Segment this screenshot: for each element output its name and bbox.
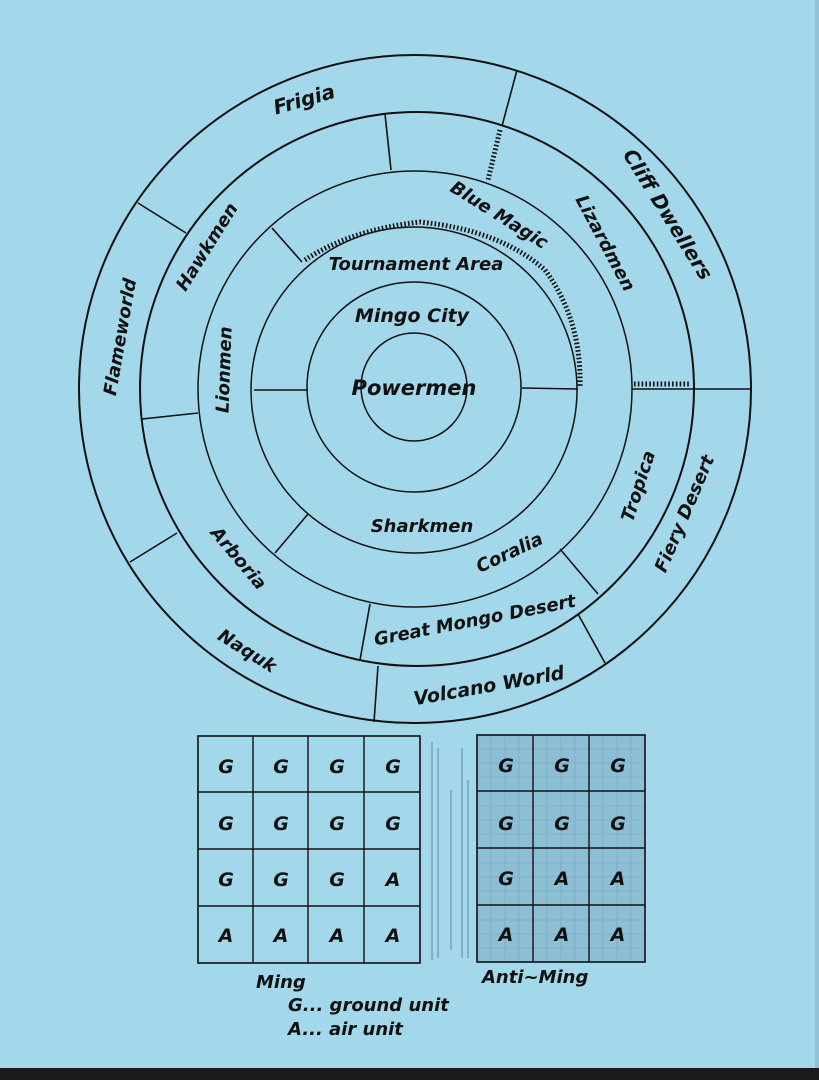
region-lizardmen: Lizardmen [570,191,639,296]
region-coralia: Coralia [473,528,547,578]
anti-ming-unit-cell: G [554,755,570,777]
region-mingo-city: Mingo City [354,305,470,327]
ming-unit-cell: A [218,925,234,947]
divider-desert-arboria [360,604,370,660]
region-tropica: Tropica [617,448,661,525]
ming-unit-cell: G [218,756,234,778]
region-lionmen: Lionmen [212,326,237,414]
anti-ming-unit-cell: G [610,813,626,835]
divider-lionmen-bluemagic [272,228,302,262]
region-flameworld: Flameworld [99,276,142,398]
anti-ming-unit-cell: A [554,868,570,890]
region-frigia: Frigia [270,79,338,120]
divider-naquk-flame [130,533,177,562]
ming-unit-cell: G [385,813,401,835]
divider-flame-frigia [138,203,186,233]
anti-ming-unit-cell: A [610,924,626,946]
region-blue-magic: Blue Magic [446,177,552,254]
ming-unit-cell: A [273,925,289,947]
ming-unit-cell: A [385,925,401,947]
region-hawkmen: Hawkmen [172,199,243,295]
region-powermen: Powermen [351,376,477,400]
region-sharkmen: Sharkmen [370,516,474,537]
ming-unit-cell: G [385,756,401,778]
ming-unit-cell: A [385,869,401,891]
ming-grid [198,736,420,963]
ming-unit-cell: G [329,813,345,835]
anti-ming-unit-cell: G [498,755,514,777]
anti-ming-unit-cell: A [554,924,570,946]
divider-frigia-cliff [502,70,517,126]
divider-tropica-coralia [560,549,598,594]
region-naquk: Naquk [213,625,280,678]
anti-ming-unit-cell: A [498,924,514,946]
legend-ground-unit: G... ground unit [288,995,449,1016]
ming-label: Ming [256,972,306,993]
ming-unit-cell: G [273,756,289,778]
ming-unit-cell: G [218,869,234,891]
ming-unit-cell: A [329,925,345,947]
anti-ming-unit-cell: G [498,813,514,835]
divider-hawk-frigia-edge [385,114,391,170]
divider-hawk-arboria [142,413,198,419]
ming-unit-cell: G [329,869,345,891]
region-tournament-area: Tournament Area [328,254,504,275]
ming-unit-cell: G [218,813,234,835]
ming-unit-cell: G [273,813,289,835]
ming-unit-cell: G [273,869,289,891]
anti-ming-unit-cell: G [498,868,514,890]
region-arboria: Arboria [205,522,271,595]
anti-ming-unit-cell: G [554,813,570,835]
anti-ming-label: Anti~Ming [482,967,589,988]
region-cliff-dwellers: Cliff Dwellers [618,144,718,285]
divider-volcano-naquk [374,666,378,722]
divider-fiery-volcano [578,614,605,663]
anti-ming-unit-cell: G [610,755,626,777]
region-great-mongo-desert: Great Mongo Desert [372,590,578,651]
divider-lionmen-sharkmen-bottom [275,514,308,553]
region-volcano-world: Volcano World [411,662,567,711]
anti-ming-grid [477,735,645,962]
grid-separator-marks [432,742,468,960]
ming-unit-cell: G [329,756,345,778]
legend-air-unit: A... air unit [288,1019,403,1040]
divider-bluemagic-sharkmen [522,388,578,389]
hatched-border-north [488,130,500,180]
anti-ming-unit-cell: A [610,868,626,890]
region-fiery-desert: Fiery Desert [650,452,720,576]
planet-map [79,55,752,723]
